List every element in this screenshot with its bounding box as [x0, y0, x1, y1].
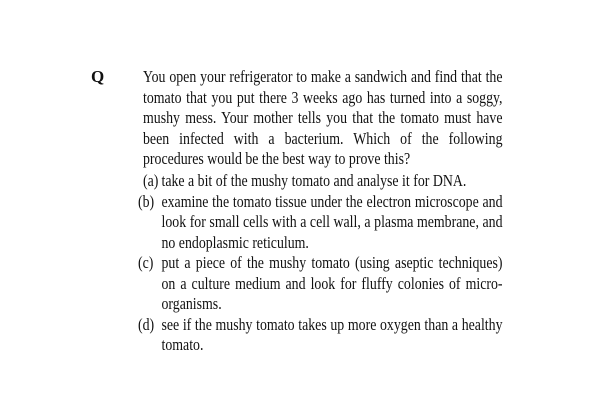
question-stem: You open your refrigerator to make a sandwich and find that the tomato that you put there 3 weeks ago has turned into a soggy, mushy mess. Your mother tells you that the tomato must have been infected with a bacterium. Which of the following procedures would be the best way to prove this? — [143, 67, 503, 168]
option-c — [138, 253, 503, 315]
option-d-letter: (d) — [137, 314, 155, 334]
question-label: Q — [91, 67, 105, 86]
answer-options — [137, 171, 503, 356]
option-a-text: take a bit of the mushy tomato and analyse it for DNA. — [161, 171, 467, 190]
option-b — [138, 192, 503, 254]
option-c-text: put a piece of the mushy tomato (using aseptic techniques) on a culture medium and look for fluffy colonies of micro-organisms. — [161, 253, 503, 313]
option-d-text: see if the mushy tomato takes up more oxygen than a healthy tomato. — [161, 314, 503, 354]
option-d — [138, 315, 503, 356]
option-a — [143, 171, 503, 192]
option-c-letter: (c) — [137, 253, 154, 272]
option-a-letter: (a) — [143, 171, 159, 190]
option-b-text: examine the tomato tissue under the electron microscope and look for small cells with a cell wall, a plasma membrane, and no endoplasmic reticulum. — [161, 191, 503, 252]
option-b-letter: (b) — [137, 191, 155, 211]
